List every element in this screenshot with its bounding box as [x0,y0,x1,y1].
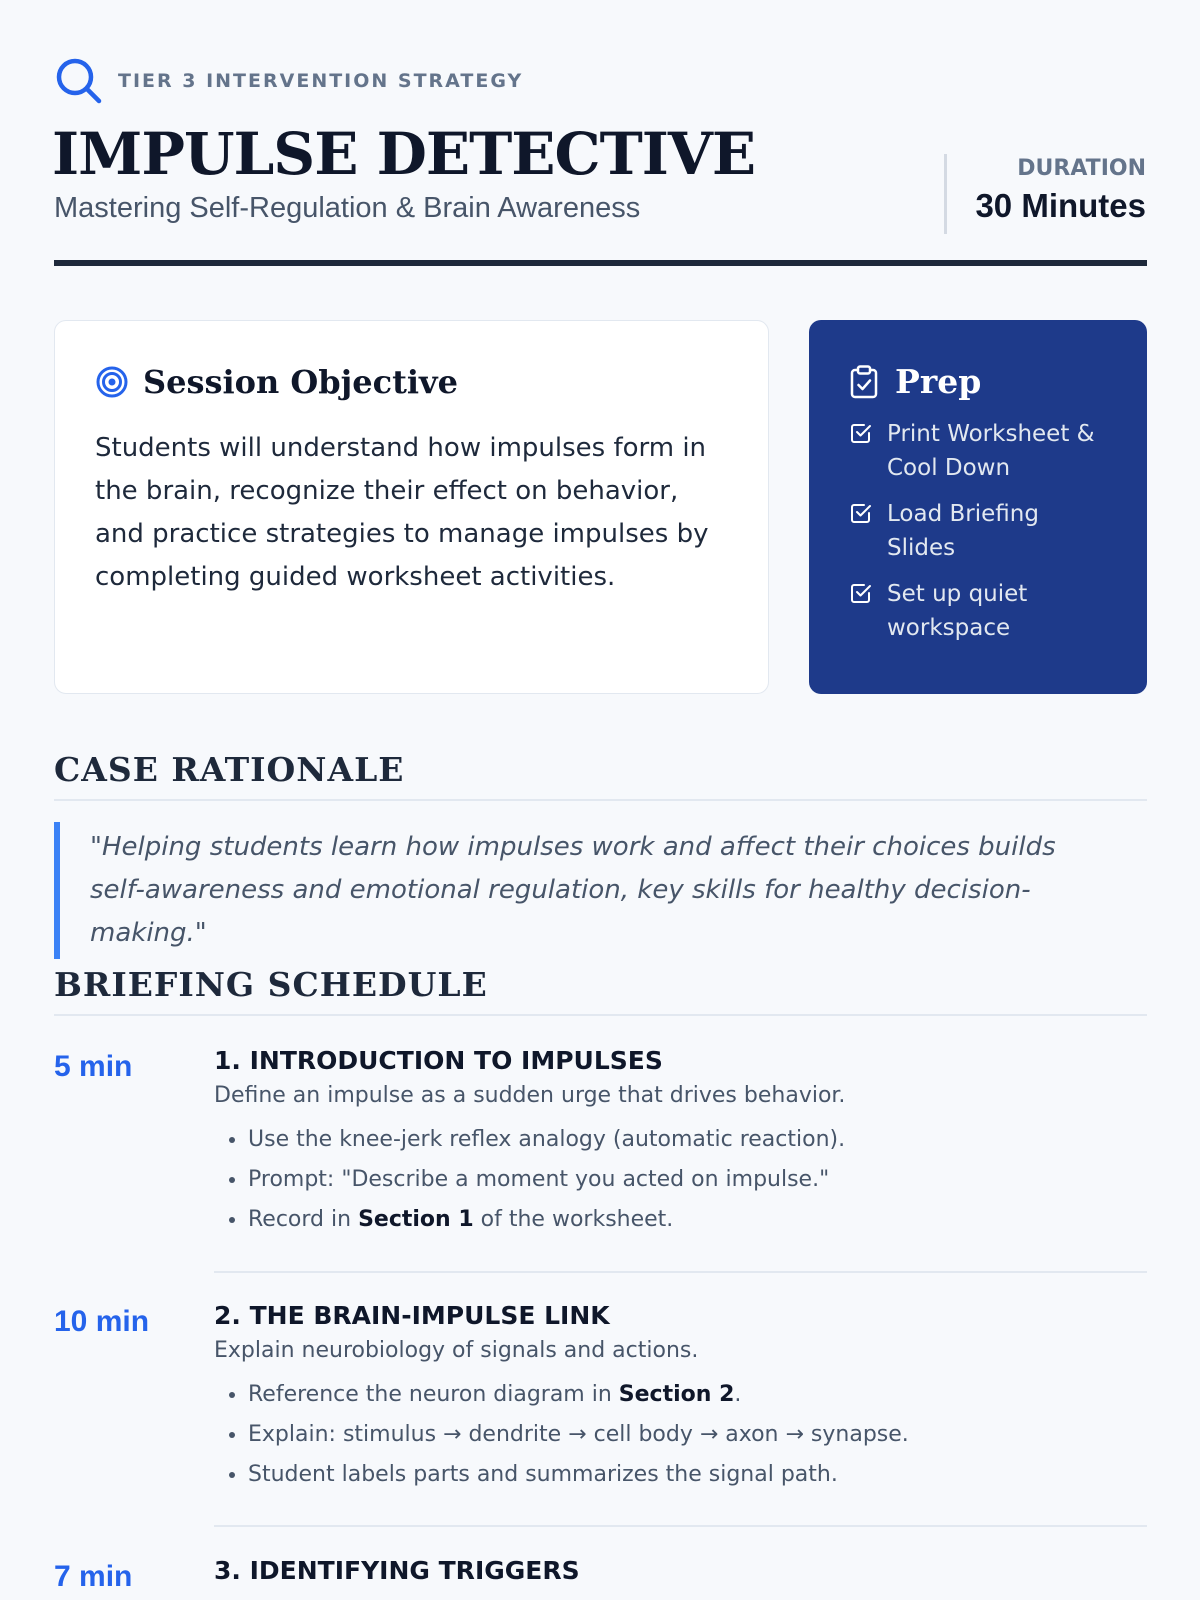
schedule-time: 7 min [54,1560,133,1593]
prep-card [809,320,1147,694]
duration-value: 30 Minutes [975,187,1146,224]
rationale-quote: "Helping students learn how impulses work and affect their choices builds self-awareness and emotional regulation, key skills for healthy decision-making." [54,822,1147,959]
prep-header [849,362,1107,401]
objective-heading: Session Objective [143,363,458,401]
schedule-body [214,1046,1147,1240]
schedule-time: 10 min [54,1305,150,1338]
page-subtitle: Mastering Self-Regulation & Brain Awareness [54,192,641,224]
eyebrow-label: TIER 3 INTERVENTION STRATEGY [118,70,524,92]
session-objective-card [54,320,769,694]
bullet-text: Record in [248,1207,359,1232]
schedule-title: 1. INTRODUCTION TO IMPULSES [214,1046,663,1075]
schedule-description: Explain neurobiology of signals and actions. [214,1338,699,1363]
prep-heading: Prep [895,362,982,401]
briefing-schedule-heading: BRIEFING SCHEDULE [54,965,1147,1016]
case-rationale-heading: CASE RATIONALE [54,750,1147,801]
schedule-bullet: • Prompt: "Describe a moment you acted on impulse." [248,1160,1147,1200]
checkbox-checked-icon [849,501,873,525]
schedule-title: 2. THE BRAIN-IMPULSE LINK [214,1301,610,1330]
prep-item-label: Print Worksheet & Cool Down [887,421,1095,481]
checkbox-checked-icon [849,581,873,605]
prep-item-label: Set up quiet workspace [887,581,1028,641]
target-icon [95,365,129,399]
bullet-text: . [734,1382,742,1407]
prep-checklist [849,417,1107,645]
header-divider [54,260,1147,266]
bullet-text: of the worksheet. [473,1207,674,1232]
objective-header [95,363,728,401]
schedule-time: 5 min [54,1050,133,1083]
schedule-bullets [214,1120,1147,1240]
page-title: IMPULSE DETECTIVE [52,120,756,188]
bullet-text: Reference the neuron diagram in [248,1382,619,1407]
schedule-divider [214,1271,1147,1273]
section-reference: Section 2 [618,1382,735,1407]
objective-text: Students will understand how impulses form in the brain, recognize their effect on behavior, and practice strategies to manage impulses by completing guided worksheet activities. [95,433,709,592]
schedule-bullet: • Use the knee-jerk reflex analogy (automatic reaction). [248,1120,1147,1160]
schedule-bullet: • Student labels parts and summarizes the signal path. [248,1455,1147,1495]
prep-item [849,417,1107,485]
section-reference: Section 1 [358,1207,474,1232]
prep-item [849,577,1107,645]
prep-item [849,497,1107,565]
duration-label: DURATION [1017,156,1146,181]
checkbox-checked-icon [849,421,873,445]
eyebrow [54,56,523,106]
prep-item-label: Load Briefing Slides [887,501,1039,561]
search-icon [54,56,104,106]
schedule-title: 3. IDENTIFYING TRIGGERS [214,1556,580,1585]
schedule-bullet: • Explain: stimulus → dendrite → cell body → axon → synapse. [248,1415,1147,1455]
schedule-bullets [214,1375,1147,1495]
clipboard-check-icon [849,365,879,399]
schedule-body [214,1556,1147,1585]
duration-block [944,154,1146,234]
schedule-bullet [248,1375,1147,1415]
schedule-body [214,1301,1147,1495]
schedule-description: Define an impulse as a sudden urge that drives behavior. [214,1083,846,1108]
schedule-bullet [248,1200,1147,1240]
schedule-divider [214,1525,1147,1527]
